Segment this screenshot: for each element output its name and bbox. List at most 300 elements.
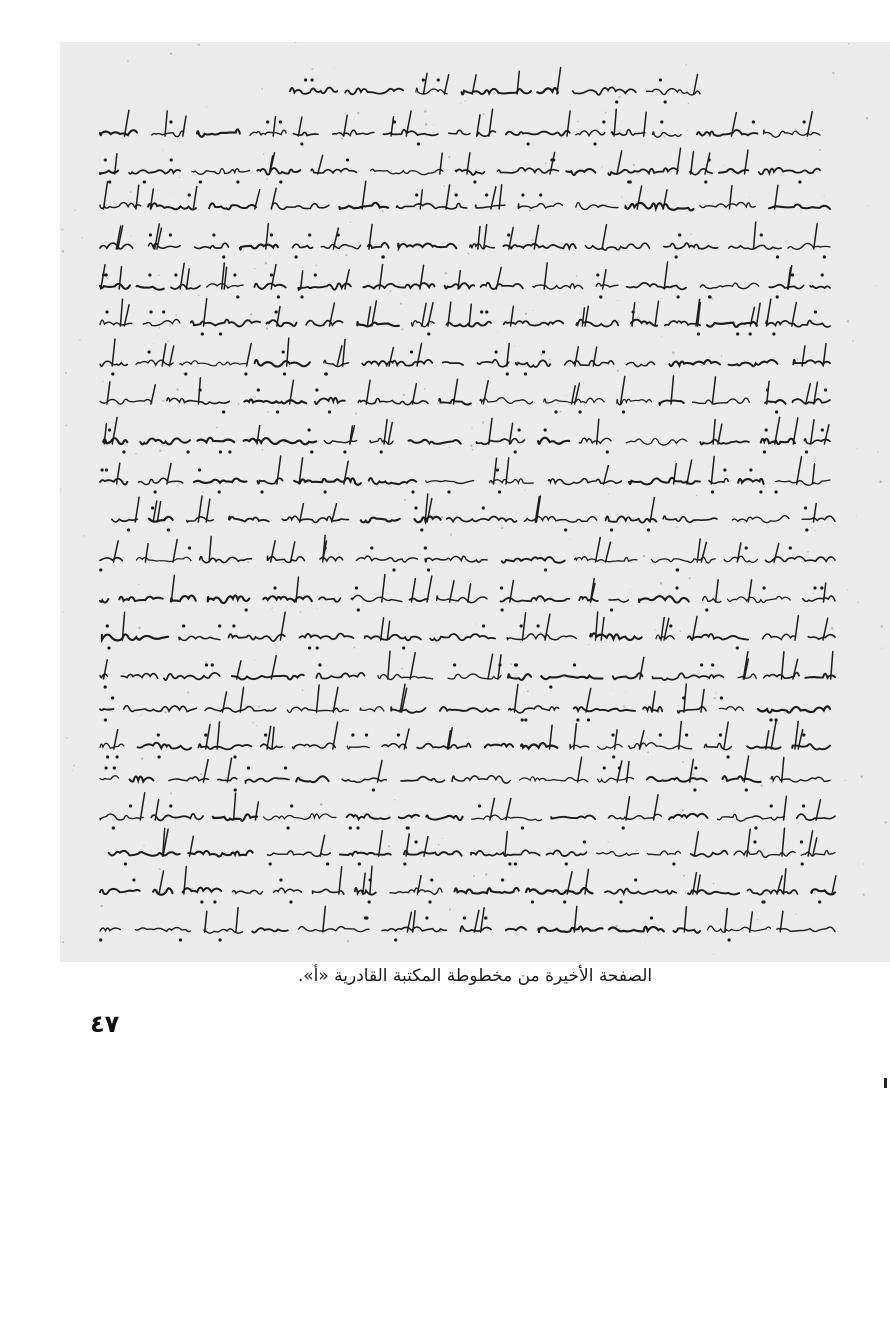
diacritic-dot bbox=[199, 180, 202, 183]
diacritic-dot bbox=[392, 568, 395, 571]
handwritten-word bbox=[151, 814, 203, 821]
paper-speckle bbox=[831, 627, 834, 630]
diacritic-dot bbox=[789, 546, 792, 549]
diacritic-dot bbox=[245, 608, 248, 611]
handwritten-word bbox=[164, 673, 220, 680]
ascender-stroke bbox=[247, 344, 252, 367]
paper-speckle bbox=[687, 129, 688, 130]
handwritten-word bbox=[143, 319, 180, 325]
paper-speckle bbox=[138, 627, 141, 630]
diacritic-dot bbox=[565, 862, 568, 865]
diacritic-dot bbox=[422, 78, 425, 81]
diacritic-dot bbox=[397, 733, 400, 736]
diacritic-dot bbox=[358, 862, 361, 865]
handwritten-word bbox=[653, 132, 681, 137]
paper-speckle bbox=[170, 53, 172, 55]
paper-speckle bbox=[388, 845, 390, 847]
paper-speckle bbox=[300, 611, 302, 613]
manuscript-line bbox=[112, 494, 835, 532]
ascender-stroke bbox=[712, 377, 715, 404]
handwritten-word bbox=[100, 203, 141, 209]
diacritic-dot bbox=[315, 388, 318, 391]
diacritic-dot bbox=[158, 755, 161, 758]
diacritic-dot bbox=[542, 350, 545, 353]
handwritten-word bbox=[497, 168, 558, 173]
manuscript-line bbox=[102, 612, 835, 650]
handwritten-word bbox=[244, 438, 316, 444]
paper-speckle bbox=[389, 815, 390, 816]
ascender-stroke bbox=[766, 731, 769, 749]
handwritten-word bbox=[250, 130, 286, 135]
ascender-stroke bbox=[367, 307, 370, 326]
paper-speckle bbox=[433, 125, 434, 126]
paper-speckle bbox=[345, 254, 347, 256]
ascender-stroke bbox=[320, 835, 324, 856]
paper-speckle bbox=[757, 919, 759, 921]
paper-speckle bbox=[311, 68, 313, 70]
diacritic-dot bbox=[480, 310, 483, 313]
handwritten-word bbox=[171, 596, 196, 602]
handwritten-word bbox=[333, 130, 374, 135]
handwritten-word bbox=[232, 675, 304, 680]
diacritic-dot bbox=[122, 450, 125, 453]
paper-speckle bbox=[130, 191, 132, 193]
diacritic-dot bbox=[270, 273, 273, 276]
paper-speckle bbox=[806, 138, 808, 140]
diacritic-dot bbox=[672, 862, 675, 865]
diacritic-dot bbox=[273, 586, 276, 589]
paper-speckle bbox=[577, 121, 579, 123]
diacritic-dot bbox=[283, 372, 286, 375]
diacritic-dot bbox=[804, 506, 807, 509]
diacritic-dot bbox=[800, 840, 803, 843]
paper-speckle bbox=[60, 489, 61, 491]
diacritic-dot bbox=[821, 273, 824, 276]
handwritten-word bbox=[551, 816, 595, 820]
handwritten-word bbox=[719, 169, 748, 173]
ascender-stroke bbox=[793, 418, 798, 444]
diacritic-dot bbox=[772, 332, 775, 335]
diacritic-dot bbox=[132, 878, 135, 881]
handwritten-word bbox=[378, 675, 433, 680]
diacritic-dot bbox=[199, 388, 202, 391]
diacritic-dot bbox=[415, 840, 418, 843]
diacritic-dot bbox=[184, 372, 187, 375]
diacritic-dot bbox=[821, 428, 824, 431]
paper-speckle bbox=[866, 117, 868, 119]
handwritten-word bbox=[665, 321, 701, 325]
handwritten-word bbox=[369, 478, 416, 484]
paper-speckle bbox=[394, 799, 396, 801]
diacritic-dot bbox=[417, 142, 420, 145]
handwritten-word bbox=[597, 744, 622, 749]
paper-speckle bbox=[271, 607, 273, 609]
handwritten-word bbox=[426, 481, 474, 484]
handwritten-word bbox=[609, 927, 664, 932]
paper-speckle bbox=[272, 611, 273, 612]
ascender-stroke bbox=[454, 379, 458, 404]
diacritic-dot bbox=[455, 193, 458, 196]
ascender-stroke bbox=[654, 795, 658, 820]
manuscript-line bbox=[100, 222, 830, 258]
paper-speckle bbox=[793, 474, 794, 475]
paper-speckle bbox=[672, 352, 674, 354]
ascender-stroke bbox=[125, 110, 129, 136]
diacritic-dot bbox=[498, 663, 501, 666]
paper-speckle bbox=[254, 268, 255, 269]
ascender-stroke bbox=[135, 497, 139, 522]
handwritten-word bbox=[579, 438, 611, 443]
handwritten-word bbox=[613, 673, 643, 679]
handwritten-word bbox=[509, 706, 559, 713]
handwritten-word bbox=[481, 283, 523, 289]
ascender-stroke bbox=[363, 873, 365, 894]
paper-speckle bbox=[267, 411, 269, 413]
paper-speckle bbox=[483, 113, 485, 115]
handwritten-word bbox=[363, 283, 434, 288]
ascender-stroke bbox=[737, 543, 741, 562]
diacritic-dot bbox=[304, 78, 307, 81]
handwritten-word bbox=[700, 440, 749, 445]
paper-speckle bbox=[216, 427, 218, 429]
diacritic-dot bbox=[824, 388, 827, 391]
handwritten-word bbox=[490, 479, 534, 483]
diacritic-dot bbox=[603, 766, 606, 769]
handwritten-word bbox=[287, 707, 348, 712]
handwritten-word bbox=[267, 556, 304, 562]
ascender-stroke bbox=[444, 75, 448, 94]
diacritic-dot bbox=[427, 332, 430, 335]
handwritten-word bbox=[707, 322, 757, 327]
diacritic-dot bbox=[463, 916, 466, 919]
ascender-stroke bbox=[832, 876, 836, 894]
paper-speckle bbox=[715, 693, 716, 694]
handwritten-word bbox=[626, 362, 654, 367]
paper-speckle bbox=[401, 668, 403, 670]
handwritten-word bbox=[691, 851, 728, 857]
handwritten-word bbox=[793, 399, 831, 404]
paper-speckle bbox=[338, 553, 340, 555]
paper-speckle bbox=[857, 448, 858, 449]
handwritten-word bbox=[233, 890, 263, 894]
diacritic-dot bbox=[328, 410, 331, 413]
diacritic-dot bbox=[108, 180, 111, 183]
paper-speckle bbox=[102, 381, 104, 383]
handwritten-word bbox=[315, 398, 345, 404]
handwritten-word bbox=[371, 169, 443, 174]
handwritten-word bbox=[653, 673, 724, 680]
diacritic-dot bbox=[622, 826, 625, 829]
paper-speckle bbox=[844, 780, 846, 782]
diacritic-dot bbox=[770, 804, 773, 807]
diacritic-dot bbox=[179, 938, 182, 941]
paper-speckle bbox=[498, 331, 499, 332]
diacritic-dot bbox=[745, 788, 748, 791]
handwritten-word bbox=[409, 440, 461, 444]
diacritic-dot bbox=[507, 233, 510, 236]
paper-speckle bbox=[443, 185, 445, 187]
diacritic-dot bbox=[749, 332, 752, 335]
diacritic-dot bbox=[228, 450, 231, 453]
diacritic-dot bbox=[539, 193, 542, 196]
handwritten-word bbox=[456, 169, 485, 175]
paper-speckle bbox=[200, 773, 202, 775]
ascender-stroke bbox=[775, 417, 780, 444]
ascender-stroke bbox=[413, 384, 417, 404]
handwritten-word bbox=[723, 776, 761, 782]
handwritten-word bbox=[255, 360, 310, 367]
handwritten-word bbox=[153, 888, 172, 894]
diacritic-dot bbox=[554, 410, 557, 413]
paper-speckle bbox=[72, 770, 73, 771]
diacritic-dot bbox=[823, 255, 826, 258]
handwritten-word bbox=[100, 361, 127, 366]
handwritten-word bbox=[264, 814, 336, 820]
ascender-stroke bbox=[165, 111, 167, 136]
ascender-stroke bbox=[792, 303, 797, 327]
diacritic-dot bbox=[708, 158, 711, 161]
diacritic-dot bbox=[711, 663, 714, 666]
manuscript-line bbox=[99, 906, 835, 941]
handwritten-word bbox=[445, 283, 475, 288]
diacritic-dot bbox=[544, 568, 547, 571]
ascender-stroke bbox=[691, 152, 694, 175]
paper-speckle bbox=[266, 178, 268, 180]
paper-speckle bbox=[529, 209, 531, 211]
handwritten-word bbox=[390, 888, 442, 894]
diacritic-dot bbox=[736, 646, 739, 649]
paper-speckle bbox=[815, 530, 816, 531]
ascender-stroke bbox=[379, 831, 383, 856]
diacritic-dot bbox=[308, 428, 311, 431]
diacritic-dot bbox=[496, 468, 499, 471]
ascender-stroke bbox=[782, 758, 784, 783]
handwritten-word bbox=[708, 926, 771, 932]
diacritic-dot bbox=[524, 718, 527, 721]
manuscript-line bbox=[100, 109, 820, 145]
diacritic-dot bbox=[104, 718, 107, 721]
diacritic-dot bbox=[632, 310, 635, 313]
handwritten-word bbox=[299, 927, 370, 932]
handwritten-word bbox=[179, 636, 220, 640]
handwritten-word bbox=[669, 814, 708, 819]
ascender-stroke bbox=[617, 151, 622, 174]
handwritten-word bbox=[252, 928, 288, 932]
paper-speckle bbox=[141, 714, 142, 715]
handwritten-word bbox=[437, 596, 487, 603]
diacritic-dot bbox=[290, 804, 293, 807]
handwritten-word bbox=[476, 205, 505, 208]
handwritten-word bbox=[506, 927, 526, 930]
handwritten-word bbox=[119, 597, 162, 601]
handwritten-word bbox=[629, 478, 700, 485]
diacritic-dot bbox=[677, 295, 680, 298]
paper-speckle bbox=[525, 313, 527, 315]
diacritic-dot bbox=[685, 733, 688, 736]
diacritic-dot bbox=[222, 410, 225, 413]
handwritten-word bbox=[298, 283, 351, 290]
handwritten-word bbox=[504, 321, 564, 326]
handwritten-word bbox=[100, 928, 120, 931]
paper-speckle bbox=[261, 194, 262, 195]
diacritic-dot bbox=[495, 350, 498, 353]
paper-speckle bbox=[713, 883, 715, 885]
handwritten-word bbox=[477, 360, 508, 367]
handwritten-word bbox=[521, 743, 557, 748]
paper-speckle bbox=[250, 313, 252, 315]
paper-speckle bbox=[128, 104, 129, 105]
paper-speckle bbox=[441, 516, 443, 518]
paper-speckle bbox=[283, 746, 285, 748]
diacritic-dot bbox=[205, 663, 208, 666]
paper-speckle bbox=[583, 382, 584, 383]
paper-speckle bbox=[100, 905, 103, 908]
paper-speckle bbox=[676, 526, 678, 528]
paper-speckle bbox=[445, 272, 447, 274]
diacritic-dot bbox=[508, 862, 511, 865]
handwritten-word bbox=[664, 243, 718, 249]
diacritic-dot bbox=[393, 120, 396, 123]
diacritic-dot bbox=[143, 180, 146, 183]
diacritic-dot bbox=[148, 273, 151, 276]
diacritic-dot bbox=[157, 733, 160, 736]
diacritic-dot bbox=[365, 733, 368, 736]
diacritic-dot bbox=[473, 180, 476, 183]
paper-speckle bbox=[660, 582, 663, 585]
paper-speckle bbox=[822, 130, 823, 131]
diacritic-dot bbox=[372, 788, 375, 791]
diacritic-dot bbox=[279, 120, 282, 123]
diacritic-dot bbox=[198, 468, 201, 471]
handwritten-word bbox=[340, 852, 391, 855]
diacritic-dot bbox=[266, 120, 269, 123]
paper-speckle bbox=[183, 373, 184, 374]
diacritic-dot bbox=[629, 180, 632, 183]
handwritten-word bbox=[761, 439, 795, 444]
diacritic-dot bbox=[104, 685, 107, 688]
manuscript-line bbox=[100, 181, 830, 210]
ascender-stroke bbox=[582, 308, 584, 326]
ascender-stroke bbox=[298, 117, 302, 136]
handwritten-word bbox=[391, 707, 425, 713]
paper-speckle bbox=[832, 72, 834, 74]
diacritic-dot bbox=[583, 840, 586, 843]
paper-speckle bbox=[540, 632, 542, 634]
ascender-stroke bbox=[697, 539, 700, 562]
paper-speckle bbox=[106, 277, 108, 279]
paper-speckle bbox=[133, 322, 135, 324]
diacritic-dot bbox=[300, 295, 303, 298]
paper-speckle bbox=[442, 838, 443, 839]
handwritten-word bbox=[688, 634, 748, 640]
diacritic-dot bbox=[105, 273, 108, 276]
ascender-stroke bbox=[384, 419, 387, 444]
paper-speckle bbox=[633, 164, 635, 166]
diacritic-dot bbox=[154, 490, 157, 493]
diacritic-dot bbox=[776, 295, 779, 298]
paper-speckle bbox=[675, 461, 677, 463]
handwritten-word bbox=[639, 596, 689, 602]
handwritten-word bbox=[608, 168, 678, 175]
diacritic-dot bbox=[213, 900, 216, 903]
diacritic-dot bbox=[814, 310, 817, 313]
paper-speckle bbox=[159, 868, 161, 870]
paper-speckle bbox=[540, 354, 542, 356]
paper-speckle bbox=[549, 359, 551, 361]
diacritic-dot bbox=[200, 900, 203, 903]
handwritten-word bbox=[605, 889, 676, 894]
diacritic-dot bbox=[694, 766, 697, 769]
paper-speckle bbox=[62, 250, 65, 253]
ascender-stroke bbox=[204, 299, 207, 326]
paper-speckle bbox=[501, 527, 504, 530]
diacritic-dot bbox=[236, 180, 239, 183]
paper-speckle bbox=[686, 64, 687, 65]
handwritten-word bbox=[775, 480, 830, 485]
diacritic-dot bbox=[169, 804, 172, 807]
ascender-stroke bbox=[366, 380, 370, 404]
paper-speckle bbox=[424, 110, 427, 113]
handwritten-word bbox=[396, 203, 466, 208]
ascender-stroke bbox=[711, 457, 714, 485]
paper-speckle bbox=[605, 112, 607, 114]
diacritic-dot bbox=[106, 755, 109, 758]
handwritten-word bbox=[570, 745, 589, 749]
diacritic-dot bbox=[579, 410, 582, 413]
handwritten-word bbox=[627, 283, 686, 290]
paper-speckle bbox=[807, 551, 809, 553]
ascender-stroke bbox=[468, 584, 471, 602]
handwritten-word bbox=[229, 517, 269, 522]
ascender-stroke bbox=[824, 583, 826, 602]
handwritten-word bbox=[597, 852, 639, 856]
handwritten-word bbox=[729, 360, 778, 366]
handwritten-word bbox=[508, 674, 531, 680]
paper-speckle bbox=[852, 340, 854, 342]
handwritten-word bbox=[356, 556, 417, 562]
handwritten-word bbox=[188, 851, 252, 857]
paper-speckle bbox=[424, 388, 426, 390]
diacritic-dot bbox=[506, 372, 509, 375]
diacritic-dot bbox=[669, 624, 672, 627]
diacritic-dot bbox=[264, 733, 267, 736]
paper-speckle bbox=[347, 940, 349, 942]
handwritten-word bbox=[244, 399, 306, 403]
diacritic-dot bbox=[520, 624, 523, 627]
diacritic-dot bbox=[355, 586, 358, 589]
handwritten-word bbox=[271, 203, 329, 209]
diacritic-dot bbox=[447, 490, 450, 493]
diacritic-dot bbox=[370, 546, 373, 549]
ascender-stroke bbox=[488, 654, 493, 679]
diacritic-dot bbox=[222, 255, 225, 258]
ascender-stroke bbox=[237, 661, 241, 679]
paper-speckle bbox=[141, 757, 143, 759]
diacritic-dot bbox=[478, 804, 481, 807]
diacritic-dot bbox=[650, 916, 653, 919]
handwritten-word bbox=[705, 743, 732, 749]
handwritten-word bbox=[734, 851, 795, 857]
diacritic-dot bbox=[622, 410, 625, 413]
paper-speckle bbox=[173, 193, 174, 194]
handwritten-word bbox=[738, 479, 764, 484]
handwritten-word bbox=[771, 776, 830, 782]
ascender-stroke bbox=[575, 347, 578, 366]
diacritic-dot bbox=[498, 490, 501, 493]
paper-speckle bbox=[532, 239, 534, 241]
manuscript-line bbox=[100, 684, 830, 722]
diacritic-dot bbox=[300, 142, 303, 145]
